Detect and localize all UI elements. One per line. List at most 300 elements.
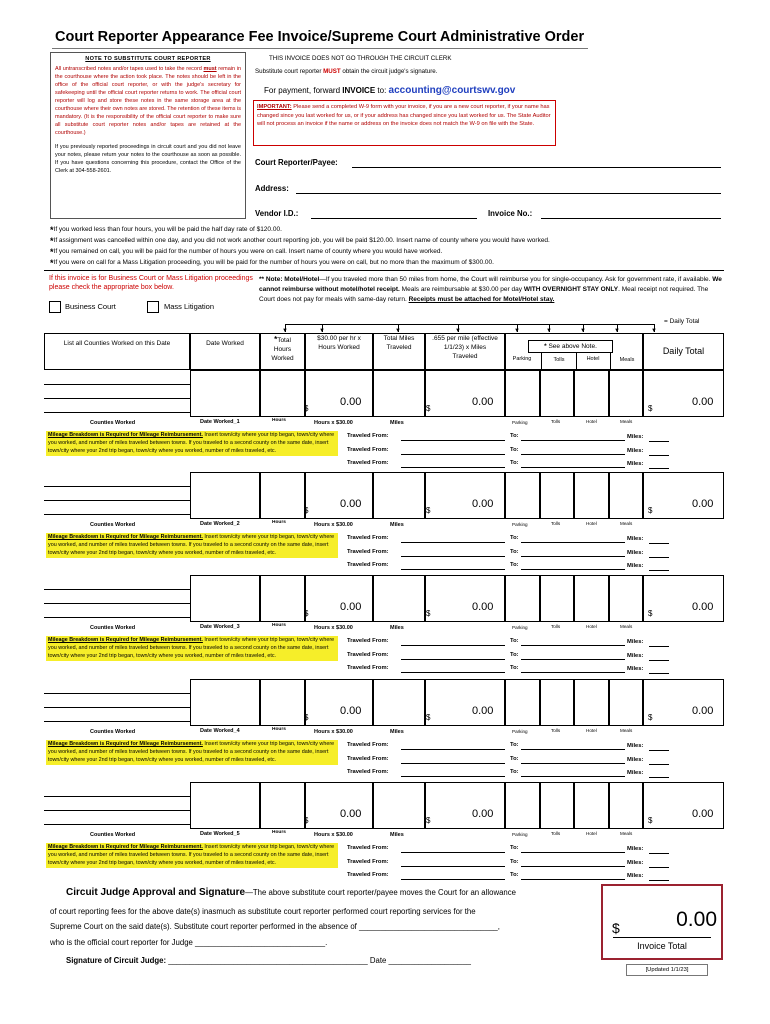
traveled-from-label: Traveled From:	[347, 638, 389, 644]
col-header-counties: List all Counties Worked on this Date	[44, 333, 190, 370]
mileage-note-bold: Mileage Breakdown is Required for Mileage Reimbursement.	[48, 741, 203, 747]
miles-entry-input[interactable]	[649, 853, 669, 854]
to-input[interactable]	[521, 879, 625, 880]
county-line[interactable]	[44, 810, 190, 811]
parking-label: Parking	[512, 522, 528, 527]
mileage-amount-cell	[425, 472, 505, 519]
tolls-input[interactable]	[540, 472, 575, 519]
dollar-sign: $	[426, 713, 431, 722]
traveled-from-input[interactable]	[401, 454, 505, 455]
dollar-sign: $	[426, 506, 431, 515]
counties-worked-label: Counties Worked	[90, 420, 136, 426]
traveled-from-label: Traveled From:	[347, 845, 389, 851]
traveled-from-label: Traveled From:	[347, 742, 389, 748]
to-input[interactable]	[521, 440, 625, 441]
dollar-sign: $	[648, 816, 653, 825]
hours-input[interactable]	[260, 370, 305, 417]
signature-label: Signature of Circuit Judge:	[66, 956, 167, 966]
to-label: To:	[510, 665, 519, 671]
motel-note	[259, 275, 724, 305]
hdr-divider	[576, 353, 577, 370]
daily-amount: 0.00	[692, 808, 714, 820]
arrow-head: ▼	[546, 328, 552, 334]
hours-amount-cell	[305, 782, 373, 829]
to-label: To:	[510, 742, 519, 748]
mileage-note-text: Insert town/city where your trip began, town/city where you worked, and number of miles traveled between towns. If you traveled to a second county on the same date, insert town/city where your 2nd trip began, town/city where you worked, number of miles traveled, etc.	[48, 534, 335, 556]
daily-amount: 0.00	[692, 498, 714, 510]
meals-label: Meals	[620, 728, 633, 733]
parking-input[interactable]	[505, 679, 540, 726]
dollar-sign: $	[426, 816, 431, 825]
miles-label: Miles	[390, 625, 404, 631]
traveled-from-input[interactable]	[401, 672, 505, 673]
invoice-total-label: Invoice Total	[637, 941, 687, 951]
counties-worked-label: Counties Worked	[90, 522, 136, 528]
to-input[interactable]	[521, 749, 625, 750]
hours-rate-label: Hours x $30.00	[314, 625, 353, 631]
meals-label: Meals	[620, 419, 633, 424]
traveled-from-input[interactable]	[401, 852, 505, 853]
hours-input[interactable]	[260, 782, 305, 829]
tolls-label: Tolls	[551, 624, 561, 629]
hours-input[interactable]	[260, 472, 305, 519]
traveled-from-label: Traveled From:	[347, 872, 389, 878]
must-pre: Substitute court reporter	[255, 68, 322, 75]
miles-entry-input[interactable]	[649, 867, 669, 868]
miles-label: Miles	[390, 522, 404, 528]
county-line[interactable]	[44, 398, 190, 399]
miles-entry-input[interactable]	[649, 455, 669, 456]
hours-label: Hours	[272, 830, 286, 835]
address-input[interactable]	[296, 184, 721, 194]
hours-amount-cell	[305, 370, 373, 417]
hotel-input[interactable]	[574, 782, 609, 829]
dollar-sign: $	[648, 506, 653, 515]
date-label: Date	[369, 956, 387, 966]
dollar-sign: $	[648, 404, 653, 413]
invoice-no-label: Invoice No.:	[488, 209, 533, 218]
to-input[interactable]	[521, 542, 625, 543]
important-w9-box	[253, 100, 556, 146]
hours-label: Hours	[272, 418, 286, 423]
date-field[interactable]: ___________________	[388, 956, 471, 966]
hours-amount-cell	[305, 575, 373, 622]
to-label: To:	[510, 872, 519, 878]
county-line[interactable]	[44, 500, 190, 501]
traveled-from-label: Traveled From:	[347, 755, 389, 762]
note-paragraph-2: If you previously reported proceedings in circuit court and you did not leave your notes, please return your notes to the courthouse as soon as possible. If you have questions concerning this procedure, contact the Office of the Clerk at 304-558-2601.	[55, 143, 241, 174]
miles-entry-input[interactable]	[649, 764, 669, 765]
miles-entry-label: Miles:	[627, 536, 644, 542]
dollar-sign: $	[304, 816, 309, 825]
updated-date: [Updated 1/1/23]	[626, 964, 708, 976]
invoice-total-box	[601, 884, 723, 960]
note-p1-pre: All untranscribed notes and/or tapes used to take the record	[55, 66, 202, 73]
traveled-from-label: Traveled From:	[347, 548, 389, 555]
judge-signature-line	[50, 953, 598, 969]
hours-input[interactable]	[260, 575, 305, 622]
mileage-breakdown-note	[46, 533, 338, 558]
date-worked-label: Date Worked_5	[200, 831, 240, 837]
vendor-label: Vendor I.D.:	[255, 209, 299, 218]
hours-rate-label: Hours x $30.00	[314, 729, 353, 735]
parking-input[interactable]	[505, 575, 540, 622]
traveled-from-input[interactable]	[401, 645, 505, 646]
note-heading: NOTE TO SUBSTITUTE COURT REPORTER	[85, 56, 211, 62]
hotel-input[interactable]	[574, 370, 609, 417]
hours-amount: 0.00	[340, 601, 362, 613]
meals-label: Meals	[620, 624, 633, 629]
traveled-from-input[interactable]	[401, 542, 505, 543]
miles-input[interactable]	[373, 472, 425, 519]
hours-rate-label: Hours x $30.00	[314, 832, 353, 838]
parking-label: Parking	[512, 832, 528, 837]
must-obtain-signature	[255, 68, 437, 75]
col-header-miles: Total Miles Traveled	[373, 333, 425, 370]
dollar-sign: $	[304, 713, 309, 722]
to-input[interactable]	[521, 672, 625, 673]
to-input[interactable]	[521, 454, 625, 455]
col-header-rate: $30.00 per hr x Hours Worked	[305, 333, 373, 370]
counties-worked-label: Counties Worked	[90, 729, 136, 735]
date-worked-input[interactable]	[190, 575, 260, 622]
payment-bold: INVOICE	[342, 86, 376, 95]
daily-total-cell	[643, 575, 724, 622]
traveled-from-input[interactable]	[401, 556, 505, 557]
miles-entry-input[interactable]	[649, 570, 669, 571]
title-rule	[52, 48, 588, 49]
hdr-meals: Meals	[619, 357, 635, 363]
substitute-note-box	[50, 52, 246, 219]
total-dollar-sign: $	[612, 920, 620, 936]
mileage-amount-cell	[425, 575, 505, 622]
to-input[interactable]	[521, 569, 625, 570]
miles-entry-input[interactable]	[649, 468, 669, 469]
tolls-input[interactable]	[540, 782, 575, 829]
miles-label: Miles	[390, 729, 404, 735]
meals-input[interactable]	[609, 575, 644, 622]
daily-total-cell	[643, 679, 724, 726]
parking-input[interactable]	[505, 472, 540, 519]
payment-pre: For payment, forward	[264, 86, 341, 95]
traveled-from-label: Traveled From:	[347, 446, 389, 453]
hotel-label: Hotel	[586, 728, 597, 733]
traveled-from-input[interactable]	[401, 659, 505, 660]
miles-entry-input[interactable]	[649, 441, 669, 442]
note-p1-post: remain in the courthouse where the action took place. The notes should be left in the office of the official court reporter, or with the judge's secretary for safekeeping until the official court reporter returns to work. The official court reporter will log and store these notes in the same storage area at the courthouse where their own notes are stored. The retention of these items is mandatory. (It is the responsibility of the official court reporter to make sure all substitute court reporter notes and/or tapes are retained at the courthouse.)	[55, 66, 241, 136]
to-label: To:	[510, 755, 519, 762]
county-line[interactable]	[44, 707, 190, 708]
motel-note-label: Note:	[265, 276, 283, 283]
tolls-input[interactable]	[540, 679, 575, 726]
miles-entry-input[interactable]	[649, 557, 669, 558]
instruction-1: *If you worked less than four hours, you will be paid the half day rate of $120.00.	[50, 225, 282, 235]
hours-rate-label: Hours x $30.00	[314, 522, 353, 528]
mileage-note-bold: Mileage Breakdown is Required for Mileage Reimbursement.	[48, 534, 203, 540]
mileage-amount: 0.00	[472, 705, 494, 717]
miles-entry-label: Miles:	[627, 756, 644, 763]
to-label: To:	[510, 638, 519, 644]
mileage-amount: 0.00	[472, 601, 494, 613]
arrow-head: ▼	[319, 328, 325, 334]
traveled-from-label: Traveled From:	[347, 433, 389, 439]
judge-line1-tail: —The above substitute court reporter/payee moves the Court for an allowance	[245, 888, 516, 897]
not-through-clerk: THIS INVOICE DOES NOT GO THROUGH THE CIRCUIT CLERK	[269, 55, 452, 62]
instruction-3: *If you remained on call, you will be paid for the number of hours you were on call. Insert name of county where you would have worked.	[50, 247, 443, 257]
traveled-from-input[interactable]	[401, 440, 505, 441]
miles-entry-label: Miles:	[627, 549, 644, 556]
hours-amount: 0.00	[340, 808, 362, 820]
parking-input[interactable]	[505, 782, 540, 829]
business-court-checkbox[interactable]	[49, 301, 61, 313]
tolls-label: Tolls	[551, 831, 561, 836]
motel-text1: —If you traveled more than 50 miles from home, the Court will reimburse you for single-occupancy. Ask for government rate, if available.	[319, 276, 711, 283]
motel-text2: Meals are reimbursable at $30.00 per day	[401, 286, 522, 294]
miles-entry-input[interactable]	[649, 646, 669, 647]
traveled-from-label: Traveled From:	[347, 562, 389, 568]
county-line[interactable]	[44, 603, 190, 604]
miles-input[interactable]	[373, 782, 425, 829]
miles-entry-label: Miles:	[627, 639, 644, 645]
mileage-breakdown-note	[46, 843, 338, 868]
parking-input[interactable]	[505, 370, 540, 417]
judge-line2: of court reporting fees for the above date(s) inasmuch as substitute court reporter performed court reporting services for the	[50, 906, 476, 916]
to-input[interactable]	[521, 866, 625, 867]
dollar-sign: $	[304, 609, 309, 618]
mileage-note-text: Insert town/city where your trip began, town/city where you worked, and number of miles traveled between towns. If you traveled to a second county on the same date, insert town/city where your 2nd trip began, town/city where you worked, number of miles traveled, etc.	[48, 432, 335, 454]
meals-input[interactable]	[609, 782, 644, 829]
miles-label: Miles	[390, 832, 404, 838]
date-worked-label: Date Worked_3	[200, 624, 240, 630]
miles-entry-input[interactable]	[649, 880, 669, 881]
miles-entry-label: Miles:	[627, 461, 644, 467]
traveled-from-input[interactable]	[401, 866, 505, 867]
date-worked-input[interactable]	[190, 679, 260, 726]
hdr-divider	[610, 353, 611, 370]
date-worked-label: Date Worked_1	[200, 419, 240, 425]
business-court-label: Business Court	[65, 302, 116, 311]
date-worked-label: Date Worked_4	[200, 728, 240, 734]
county-line[interactable]	[44, 486, 190, 487]
miles-input[interactable]	[373, 679, 425, 726]
miles-label: Miles	[390, 420, 404, 426]
to-label: To:	[510, 535, 519, 541]
daily-total-cell	[643, 472, 724, 519]
meals-input[interactable]	[609, 679, 644, 726]
miles-entry-input[interactable]	[649, 777, 669, 778]
miles-entry-label: Miles:	[627, 846, 644, 852]
col-header-hours: *Total Hours Worked	[260, 333, 305, 370]
meals-input[interactable]	[609, 370, 644, 417]
tolls-label: Tolls	[551, 521, 561, 526]
form-title: Court Reporter Appearance Fee Invoice/Supreme Court Administrative Order	[55, 29, 585, 45]
traveled-from-input[interactable]	[401, 749, 505, 750]
traveled-from-label: Traveled From:	[347, 460, 389, 466]
miles-entry-label: Miles:	[627, 652, 644, 659]
traveled-from-label: Traveled From:	[347, 535, 389, 541]
miles-entry-label: Miles:	[627, 743, 644, 749]
tolls-input[interactable]	[540, 370, 575, 417]
county-line[interactable]	[44, 514, 190, 515]
parking-label: Parking	[512, 625, 528, 630]
miles-entry-input[interactable]	[649, 750, 669, 751]
miles-input[interactable]	[373, 575, 425, 622]
daily-amount: 0.00	[692, 705, 714, 717]
daily-amount: 0.00	[692, 396, 714, 408]
to-input[interactable]	[521, 467, 625, 468]
miles-entry-input[interactable]	[649, 673, 669, 674]
parking-label: Parking	[512, 729, 528, 734]
instruction-2: *If assignment was cancelled within one day, and you did not work another court reporting job, you will be paid $120.00. Insert name of county where you would have worked.	[50, 236, 550, 246]
col-header-date: Date Worked	[190, 333, 260, 370]
mileage-note-text: Insert town/city where your trip began, town/city where you worked, and number of miles traveled between towns. If you traveled to a second county on the same date, insert town/city where your 2nd trip began, town/city where you worked, number of miles traveled, etc.	[48, 844, 335, 866]
to-input[interactable]	[521, 645, 625, 646]
date-worked-input[interactable]	[190, 782, 260, 829]
daily-total-cell	[643, 370, 724, 417]
motel-text3: . Meal receipt not required. The Court does not pay for meals with same-day return.	[259, 286, 709, 304]
county-line[interactable]	[44, 617, 190, 618]
to-input[interactable]	[521, 763, 625, 764]
mileage-note-bold: Mileage Breakdown is Required for Mileage Reimbursement.	[48, 637, 203, 643]
hotel-label: Hotel	[586, 831, 597, 836]
judge-line1	[50, 883, 598, 904]
invoice-no-input[interactable]	[541, 209, 721, 219]
county-line[interactable]	[44, 693, 190, 694]
mileage-breakdown-note	[46, 636, 338, 661]
counties-worked-label: Counties Worked	[90, 832, 136, 838]
see-note-box: * See above Note.	[528, 340, 613, 353]
payment-line	[264, 85, 515, 96]
county-line[interactable]	[44, 384, 190, 385]
total-rule	[613, 937, 711, 938]
traveled-from-input[interactable]	[401, 879, 505, 880]
meals-label: Meals	[620, 831, 633, 836]
address-label: Address:	[255, 184, 289, 193]
miles-entry-input[interactable]	[649, 543, 669, 544]
to-label: To:	[510, 548, 519, 555]
motel-stars: **	[259, 276, 265, 283]
to-label: To:	[510, 460, 519, 466]
to-input[interactable]	[521, 852, 625, 853]
hours-amount-cell	[305, 472, 373, 519]
to-input[interactable]	[521, 659, 625, 660]
mileage-note-text: Insert town/city where your trip began, town/city where you worked, and number of miles traveled between towns. If you traveled to a second county on the same date, insert town/city where your 2nd trip began, town/city where you worked, number of miles traveled, etc.	[48, 637, 335, 659]
dollar-sign: $	[648, 609, 653, 618]
hours-input[interactable]	[260, 679, 305, 726]
judge-heading: Circuit Judge Approval and Signature	[66, 887, 246, 898]
traveled-from-input[interactable]	[401, 763, 505, 764]
judge-line4: who is the official court reporter for Judge ______________________________.	[50, 938, 328, 948]
arrow-head: ▼	[651, 328, 657, 334]
hours-label: Hours	[272, 727, 286, 732]
county-line[interactable]	[44, 412, 190, 413]
date-worked-input[interactable]	[190, 472, 260, 519]
county-line[interactable]	[44, 721, 190, 722]
county-line[interactable]	[44, 824, 190, 825]
arrow-guide-line	[285, 324, 655, 325]
hotel-input[interactable]	[574, 575, 609, 622]
mileage-note-bold: Mileage Breakdown is Required for Mileage Reimbursement.	[48, 844, 203, 850]
hours-label: Hours	[272, 623, 286, 628]
to-input[interactable]	[521, 556, 625, 557]
county-line[interactable]	[44, 589, 190, 590]
mileage-amount: 0.00	[472, 498, 494, 510]
traveled-from-input[interactable]	[401, 569, 505, 570]
miles-input[interactable]	[373, 370, 425, 417]
counties-worked-label: Counties Worked	[90, 625, 136, 631]
miles-entry-label: Miles:	[627, 859, 644, 866]
traveled-from-label: Traveled From:	[347, 665, 389, 671]
mileage-note-bold: Mileage Breakdown is Required for Mileage Reimbursement.	[48, 432, 203, 438]
arrow-head: ▼	[395, 328, 401, 334]
hdr-hotel: Hotel	[586, 356, 600, 362]
payee-input[interactable]	[352, 158, 721, 168]
to-label: To:	[510, 769, 519, 775]
mileage-amount-cell	[425, 370, 505, 417]
mass-litigation-checkbox[interactable]	[147, 301, 159, 313]
vendor-id-input[interactable]	[311, 209, 477, 219]
mileage-note-text: Insert town/city where your trip began, town/city where you worked, and number of miles traveled between towns. If you traveled to a second county on the same date, insert town/city where your 2nd trip began, town/city where you worked, number of miles traveled, etc.	[48, 741, 335, 763]
tolls-input[interactable]	[540, 575, 575, 622]
meals-input[interactable]	[609, 472, 644, 519]
invoice-total-amount[interactable]: 0.00	[676, 908, 717, 931]
daily-amount: 0.00	[692, 601, 714, 613]
col-header-mileage: .655 per mile (effective 1/1/23) x Miles Traveled	[425, 333, 505, 370]
miles-entry-input[interactable]	[649, 660, 669, 661]
to-input[interactable]	[521, 776, 625, 777]
important-text: Please send a completed W-9 form with your invoice, if you are a new court reporter, if your name has changed since you last worked for us, or if your address has changed since you last worked for us. The State Auditor will not process an invoice if the name or address on the invoice does not match the W-9 on file with the State.	[257, 104, 551, 128]
hours-rate-label: Hours x $30.00	[314, 420, 353, 426]
county-line[interactable]	[44, 796, 190, 797]
dollar-sign: $	[648, 713, 653, 722]
date-worked-label: Date Worked_2	[200, 521, 240, 527]
date-worked-input[interactable]	[190, 370, 260, 417]
tolls-label: Tolls	[551, 419, 561, 424]
traveled-from-input[interactable]	[401, 776, 505, 777]
important-label: IMPORTANT:	[257, 104, 292, 110]
dollar-sign: $	[426, 609, 431, 618]
hdr-parking: Parking	[512, 356, 532, 362]
traveled-from-input[interactable]	[401, 467, 505, 468]
hours-amount-cell	[305, 679, 373, 726]
miles-entry-label: Miles:	[627, 563, 644, 569]
motel-bold3: Receipts must be attached for Motel/Hotel stay.	[408, 296, 555, 304]
daily-total-cell	[643, 782, 724, 829]
hours-amount: 0.00	[340, 705, 362, 717]
col-header-daily: Daily Total	[643, 333, 724, 370]
hotel-input[interactable]	[574, 679, 609, 726]
mileage-amount: 0.00	[472, 808, 494, 820]
hotel-input[interactable]	[574, 472, 609, 519]
signature-field[interactable]: ______________________________________________	[168, 956, 368, 966]
dollar-sign: $	[426, 404, 431, 413]
col-header-hours-text: Total Hours Worked	[271, 337, 294, 362]
meals-label: Meals	[620, 521, 633, 526]
instruction-1-text: If you worked less than four hours, you will be paid the half day rate of $120.00.	[53, 226, 282, 233]
hotel-label: Hotel	[586, 419, 597, 424]
instruction-3-text: If you remained on call, you will be paid for the number of hours you were on call. Insert name of county where you would have worked.	[53, 248, 443, 255]
payee-label: Court Reporter/Payee:	[255, 158, 338, 167]
to-label: To:	[510, 858, 519, 865]
payment-post: to:	[377, 86, 387, 95]
to-label: To:	[510, 562, 519, 568]
accounting-email-link[interactable]: accounting@courtswv.gov	[388, 85, 516, 96]
to-label: To:	[510, 433, 519, 439]
must-word: MUST	[323, 68, 341, 75]
must-post: obtain the circuit judge's signature.	[342, 68, 438, 75]
hours-amount: 0.00	[340, 498, 362, 510]
mass-litigation-label: Mass Litigation	[164, 302, 215, 311]
